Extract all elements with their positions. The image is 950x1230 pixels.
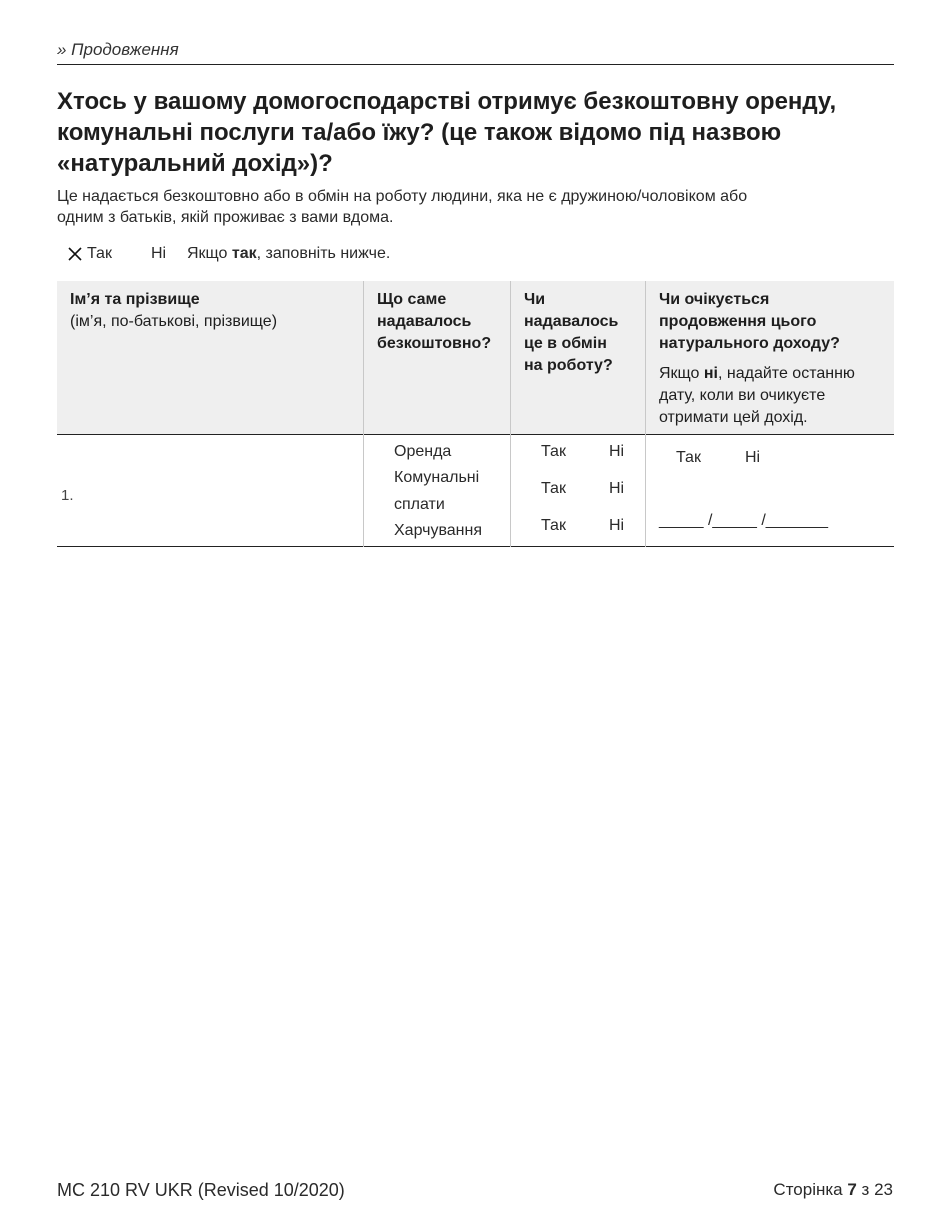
- question-title: [57, 86, 894, 179]
- header-line: надавалось: [377, 313, 472, 330]
- page-indicator: [773, 1180, 893, 1200]
- header-name-subtitle: (ім’я, по-батькові, прізвище): [70, 313, 278, 330]
- header-bottom-rule: [57, 434, 894, 435]
- answer-yes-option[interactable]: Так: [87, 245, 112, 262]
- exchange-utilities-yes[interactable]: Так: [541, 480, 566, 497]
- header-continue-expected: [659, 289, 855, 429]
- checked-x-icon[interactable]: [68, 247, 82, 261]
- in-kind-income-table: [57, 281, 894, 547]
- header-name: [70, 289, 277, 333]
- item-utilities[interactable]: Комунальні: [394, 469, 480, 486]
- header-line: це в обмін: [524, 335, 607, 352]
- continue-yes[interactable]: Так: [676, 449, 701, 466]
- exchange-rent-yes[interactable]: Так: [541, 443, 566, 460]
- row-number: 1.: [61, 487, 74, 504]
- header-continue-note: [659, 363, 855, 429]
- header-line: продовження цього: [659, 313, 817, 330]
- item-food[interactable]: Харчування: [394, 522, 483, 539]
- header-line: безкоштовно?: [377, 335, 492, 352]
- exchange-food-yes[interactable]: Так: [541, 517, 566, 534]
- note-line: дату, коли ви очикуєте: [659, 387, 826, 404]
- item-rent[interactable]: Оренда: [394, 443, 452, 460]
- exchange-food-no[interactable]: Ні: [609, 517, 625, 534]
- question-description: [57, 186, 894, 228]
- answer-instruction-suffix: , заповніть нижче.: [256, 245, 391, 262]
- page-separator: з: [856, 1180, 875, 1199]
- header-line: Чи очікується: [659, 291, 770, 308]
- description-line: одним з батьків, якій проживає з вами вдома.: [57, 209, 394, 226]
- date-field[interactable]: _____ /_____ /_______: [659, 512, 829, 529]
- column-divider: [510, 281, 511, 547]
- page-total: 23: [874, 1180, 893, 1199]
- question-title-line: Хтось у вашому домогосподарстві отримує безкоштовну оренду,: [57, 88, 837, 115]
- answer-instruction: [187, 244, 390, 264]
- page-number: 7: [847, 1180, 857, 1199]
- question-title-line: «натуральний дохід»)?: [57, 150, 333, 177]
- header-line: надавалось: [524, 313, 619, 330]
- answer-instruction-prefix: Якщо: [187, 245, 232, 262]
- item-utilities-cont: сплати: [394, 496, 445, 513]
- header-name-title: Ім’я та прізвище: [70, 291, 200, 308]
- note-prefix: Якщо: [659, 365, 704, 382]
- note-line: отримати цей дохід.: [659, 409, 808, 426]
- exchange-utilities-no[interactable]: Ні: [609, 480, 625, 497]
- continue-no[interactable]: Ні: [745, 449, 761, 466]
- continuation-label: » Продовження: [57, 40, 179, 59]
- header-divider: [57, 64, 894, 65]
- header-line: на роботу?: [524, 357, 613, 374]
- header-line: Чи: [524, 291, 546, 308]
- note-bold: ні: [703, 365, 718, 382]
- answer-no-option[interactable]: Ні: [151, 245, 167, 262]
- description-line: Це надається безкоштовно або в обмін на роботу людини, яка не є дружиною/чоловіком або: [57, 188, 748, 205]
- exchange-rent-no[interactable]: Ні: [609, 443, 625, 460]
- table-bottom-rule: [57, 546, 894, 547]
- note-line: , надайте останню: [718, 365, 855, 382]
- column-divider: [363, 281, 364, 547]
- page-prefix: Сторінка: [773, 1180, 848, 1199]
- form-identifier: MC 210 RV UKR (Revised 10/2020): [57, 1180, 345, 1200]
- header-line: Що саме: [377, 291, 447, 308]
- header-exchange-work: [524, 289, 618, 377]
- question-title-line: комунальні послуги та/або їжу? (це також відомо під назвою: [57, 119, 782, 146]
- header-line: натурального доходу?: [659, 335, 840, 352]
- column-divider: [645, 281, 646, 547]
- answer-instruction-bold: так: [231, 245, 257, 262]
- header-what-provided: [377, 289, 491, 355]
